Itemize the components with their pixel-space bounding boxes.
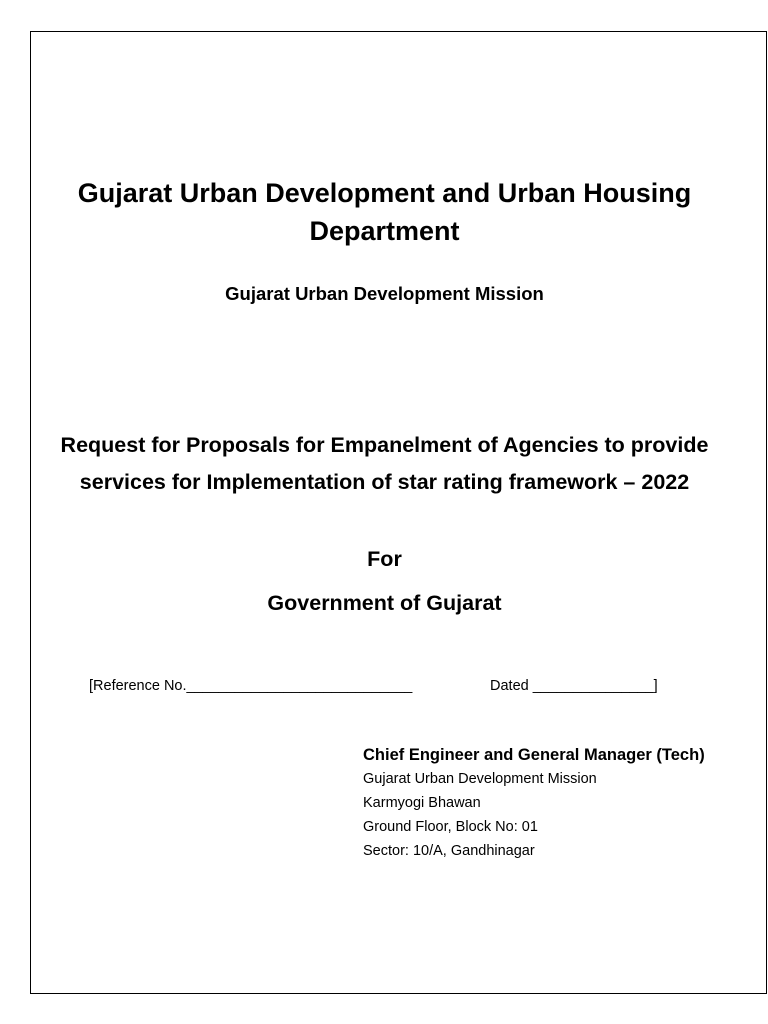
mission-title: Gujarat Urban Development Mission [225, 283, 544, 304]
for-label: For [367, 547, 402, 571]
reference-number: [Reference No.____________________________ [89, 678, 413, 694]
address-line: Sector: 10/A, Gandhinagar [363, 843, 535, 859]
department-title: Gujarat Urban Development and Urban Housing Department [77, 178, 692, 246]
address-line: Karmyogi Bhawan [363, 795, 481, 811]
address-heading: Chief Engineer and General Manager (Tech) [363, 746, 705, 764]
government-label: Government of Gujarat [267, 591, 502, 615]
address-line: Ground Floor, Block No: 01 [363, 819, 538, 835]
reference-date: Dated _______________] [490, 678, 658, 694]
address-line: Gujarat Urban Development Mission [363, 771, 597, 787]
address-block [363, 743, 763, 863]
rfp-title: Request for Proposals for Empanelment of Agencies to provide services for Implementation of star rating framework – 2022 [60, 433, 709, 494]
